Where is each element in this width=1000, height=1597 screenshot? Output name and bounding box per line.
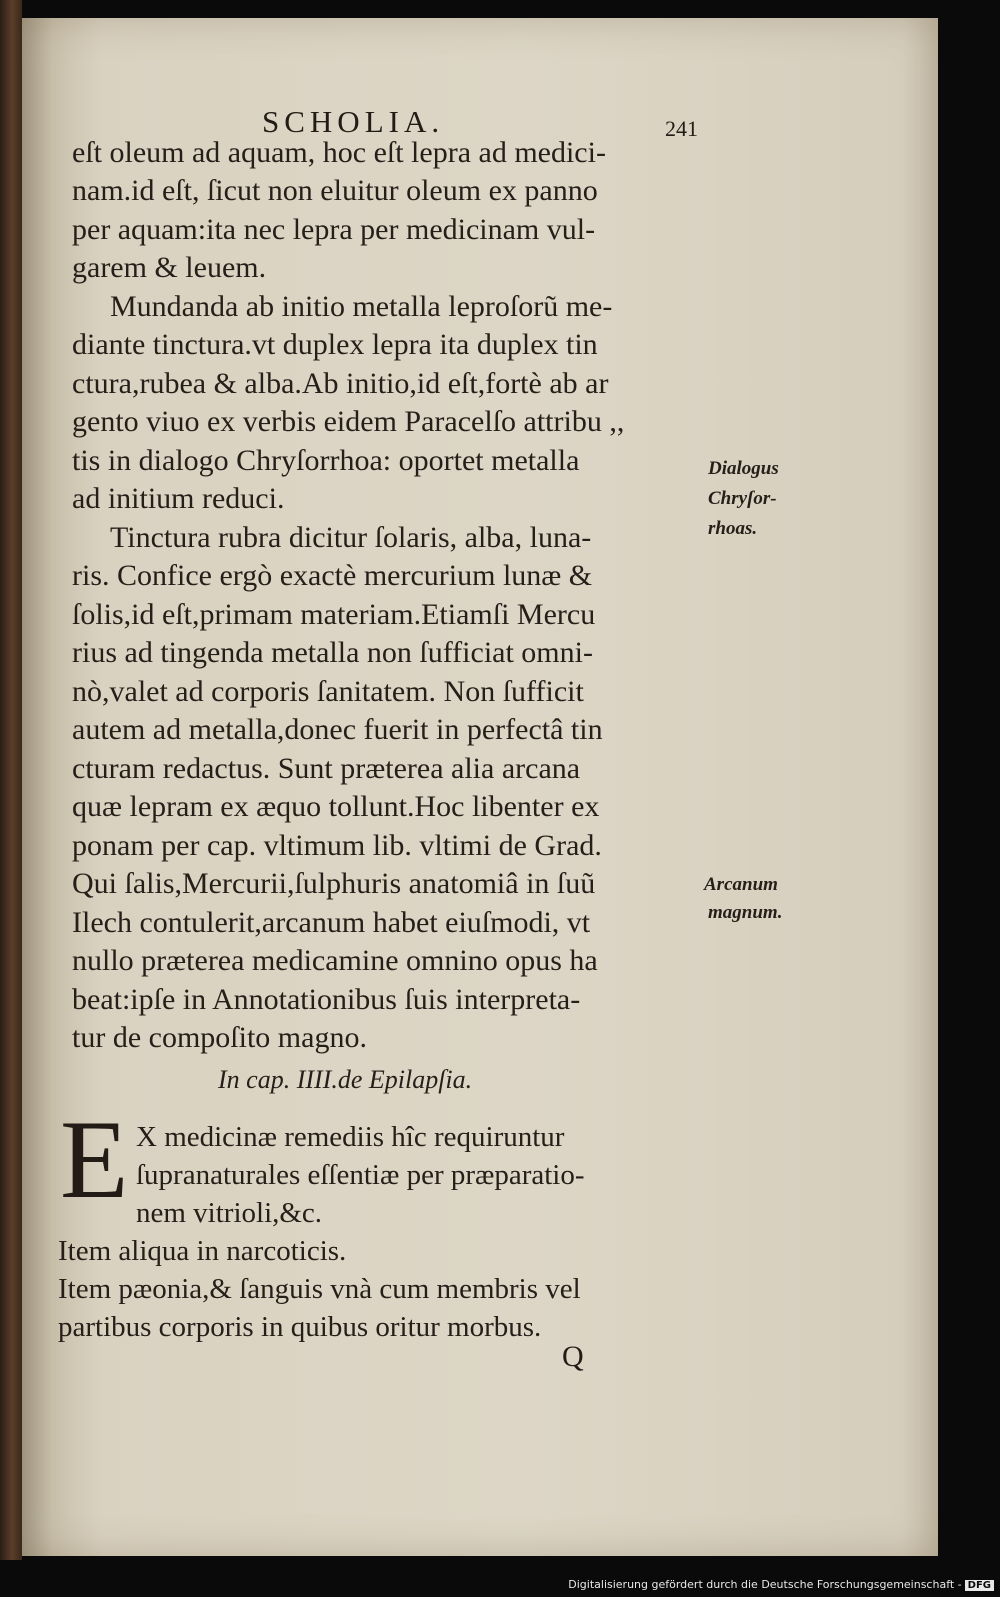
text-line: tur de compoſito magno. <box>72 1021 367 1054</box>
text-line: Qui ſalis,Mercurii,ſulphuris anatomiâ in ſuũ <box>72 867 596 900</box>
text-line: eſt oleum ad aquam, hoc eſt lepra ad medici- <box>72 136 606 169</box>
text-line: ſupranaturales eſſentiæ per præparatio- <box>136 1159 585 1191</box>
text-line: quæ lepram ex æquo tollunt.Hoc libenter ex <box>72 790 600 823</box>
text-line: ris. Confice ergò exactè mercurium lunæ & <box>72 559 593 592</box>
text-line: Tinctura rubra dicitur ſolaris, alba, luna- <box>110 521 592 554</box>
marginal-note: magnum. <box>708 902 783 923</box>
digitization-credit <box>568 1578 994 1591</box>
drop-capital: E <box>60 1098 129 1222</box>
text-line: diante tinctura.vt duplex lepra ita duplex tin <box>72 328 598 361</box>
text-line: Mundanda ab initio metalla leproſorũ me- <box>110 290 613 323</box>
dfg-logo: DFG <box>965 1580 994 1591</box>
text-line: ctura,rubea & alba.Ab initio,id eſt,fortè ab ar <box>72 367 609 400</box>
text-line: partibus corporis in quibus oritur morbus. <box>58 1311 542 1343</box>
text-line: nò,valet ad corporis ſanitatem. Non ſufficit <box>72 675 584 708</box>
text-line: tis in dialogo Chryſorrhoa: oportet metalla <box>72 444 580 477</box>
running-header: SCHOLIA. <box>262 104 445 139</box>
text-line: nem vitrioli,&c. <box>136 1197 323 1229</box>
book-spine <box>0 0 22 1560</box>
text-line: per aquam:ita nec lepra per medicinam vul- <box>72 213 596 246</box>
credit-text: Digitalisierung gefördert durch die Deutsche Forschungsgemeinschaft - <box>568 1578 962 1591</box>
section-title: In cap. IIII.de Epilapſia. <box>218 1065 473 1094</box>
text-line: nullo præterea medicamine omnino opus ha <box>72 944 598 977</box>
text-line: rius ad tingenda metalla non ſufficiat omni- <box>72 636 593 669</box>
marginal-note: rhoas. <box>708 518 758 539</box>
marginal-note: Dialogus <box>708 458 779 479</box>
text-line: X medicinæ remediis hîc requiruntur <box>136 1121 565 1153</box>
text-line: nam.id eſt, ſicut non eluitur oleum ex panno <box>72 174 598 207</box>
marginal-note: Chryſor- <box>708 488 777 509</box>
text-line: garem & leuem. <box>72 251 267 284</box>
text-line: autem ad metalla,donec fuerit in perfectâ tin <box>72 713 603 746</box>
text-line: Ilech contulerit,arcanum habet eiuſmodi, vt <box>72 906 591 939</box>
text-line: Item aliqua in narcoticis. <box>58 1235 347 1267</box>
text-line: gento viuo ex verbis eidem Paracelſo attribu ,, <box>72 405 625 438</box>
marginal-note: Arcanum <box>704 874 778 895</box>
text-line: beat:ipſe in Annotationibus ſuis interpreta- <box>72 983 581 1016</box>
page-number: 241 <box>665 116 698 141</box>
text-line: Item pæonia,& ſanguis vnà cum membris vel <box>58 1273 581 1305</box>
text-line: cturam redactus. Sunt præterea alia arcana <box>72 752 581 785</box>
catchword: Q <box>562 1340 584 1373</box>
text-line: ad initium reduci. <box>72 482 285 515</box>
text-line: ſolis,id eſt,primam materiam.Etiamſi Mercu <box>72 598 596 631</box>
text-line: ponam per cap. vltimum lib. vltimi de Grad. <box>72 829 602 862</box>
